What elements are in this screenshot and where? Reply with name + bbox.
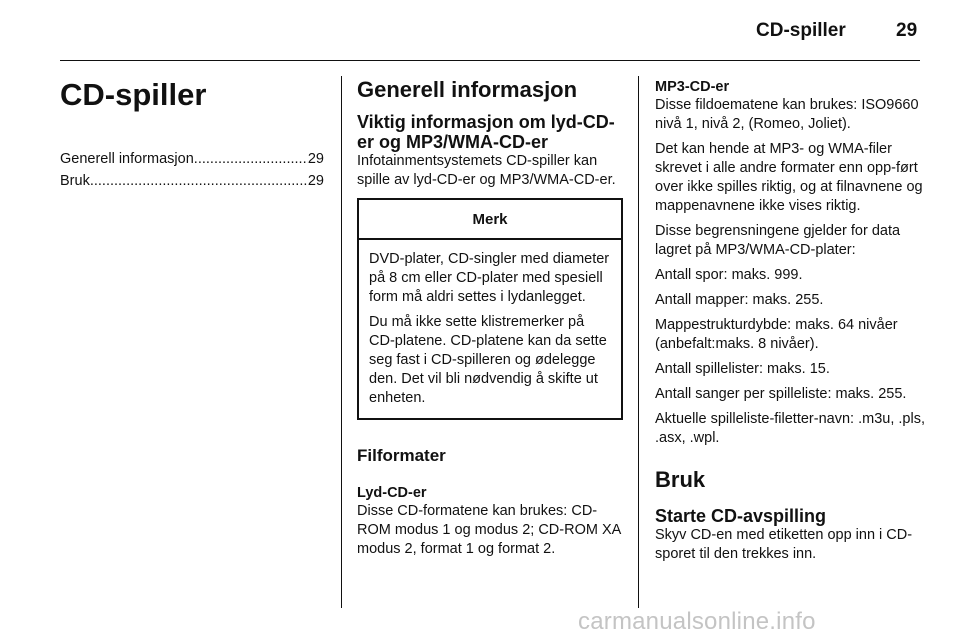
start-cd-text: Skyv CD-en med etiketten opp inn i CD-sporet til den trekkes inn. <box>655 527 913 562</box>
note-paragraph: DVD-plater, CD-singler med diameter på 8 cm eller CD-plater med spesiell form må aldri settes i lydanlegget. <box>369 251 610 305</box>
note-paragraph: Du må ikke sette klistremerker på CD-platene. CD-platene kan da sette seg fast i CD-spilleren og ødelegge den. Det vil bli nødvendig å skifte ut enheten. <box>369 314 607 406</box>
subheading-important-info: Viktig informasjon om lyd-CD-er og MP3/WMA-CD-er <box>357 112 615 152</box>
toc-entry-generell[interactable] <box>60 148 324 170</box>
subheading-lyd-cd: Lyd-CD-er <box>357 485 427 501</box>
section-heading-general: Generell informasjon <box>357 77 578 102</box>
watermark: carmanualsonline.info <box>578 608 816 635</box>
toc-page: 29 <box>307 151 324 167</box>
subheading-filformater: Filformater <box>357 446 446 465</box>
mp3-paragraph: Antall sanger per spilleliste: maks. 255. <box>655 386 907 402</box>
toc-leader <box>90 170 308 192</box>
note-title: Merk <box>359 200 621 240</box>
section-heading-bruk: Bruk <box>655 467 706 492</box>
running-header-title: CD-spiller <box>756 20 846 41</box>
mp3-paragraph: Mappestrukturdybde: maks. 64 nivåer (anbefalt:maks. 8 nivåer). <box>655 317 898 352</box>
mp3-paragraph: Antall spillelister: maks. 15. <box>655 361 830 377</box>
toc-page: 29 <box>307 173 324 189</box>
toc-label: Bruk <box>60 173 90 189</box>
mp3-paragraph: Disse fildoematene kan brukes: ISO9660 nivå 1, nivå 2, (Romeo, Joliet). <box>655 97 919 132</box>
page-number: 29 <box>896 20 918 41</box>
mp3-paragraph: Aktuelle spilleliste-filetter-navn: .m3u, .pls, .asx, .wpl. <box>655 411 925 446</box>
table-of-contents <box>60 148 324 192</box>
mp3-paragraph: Det kan hende at MP3- og WMA-filer skrevet i alle andre formater enn opp-ført over ikke spilles riktig, og at filnavnene og mappenavnene ikke vises riktig. <box>655 141 923 214</box>
toc-label: Generell informasjon <box>60 151 194 167</box>
subheading-start-cd: Starte CD-avspilling <box>655 506 827 526</box>
subheading-mp3: MP3-CD-er <box>655 79 730 95</box>
chapter-title: CD-spiller <box>60 77 207 112</box>
column-general-info <box>357 76 623 565</box>
mp3-paragraph: Antall mapper: maks. 255. <box>655 292 824 308</box>
column-mp3 <box>655 76 925 570</box>
column-toc <box>60 76 324 192</box>
toc-leader <box>194 148 308 170</box>
column-divider-1 <box>341 76 342 608</box>
note-body <box>359 240 621 418</box>
column-divider-2 <box>638 76 639 608</box>
intro-text: Infotainmentsystemets CD-spiller kan spille av lyd-CD-er og MP3/WMA-CD-er. <box>357 153 616 188</box>
mp3-paragraph: Disse begrensningene gjelder for data lagret på MP3/WMA-CD-plater: <box>655 223 901 258</box>
header-rule <box>60 60 920 61</box>
note-box <box>357 198 623 420</box>
lyd-cd-text: Disse CD-formatene kan brukes: CD-ROM modus 1 og modus 2; CD-ROM XA modus 2, format 1 og format 2. <box>357 503 621 557</box>
mp3-paragraph: Antall spor: maks. 999. <box>655 267 803 283</box>
toc-entry-bruk[interactable] <box>60 170 324 192</box>
